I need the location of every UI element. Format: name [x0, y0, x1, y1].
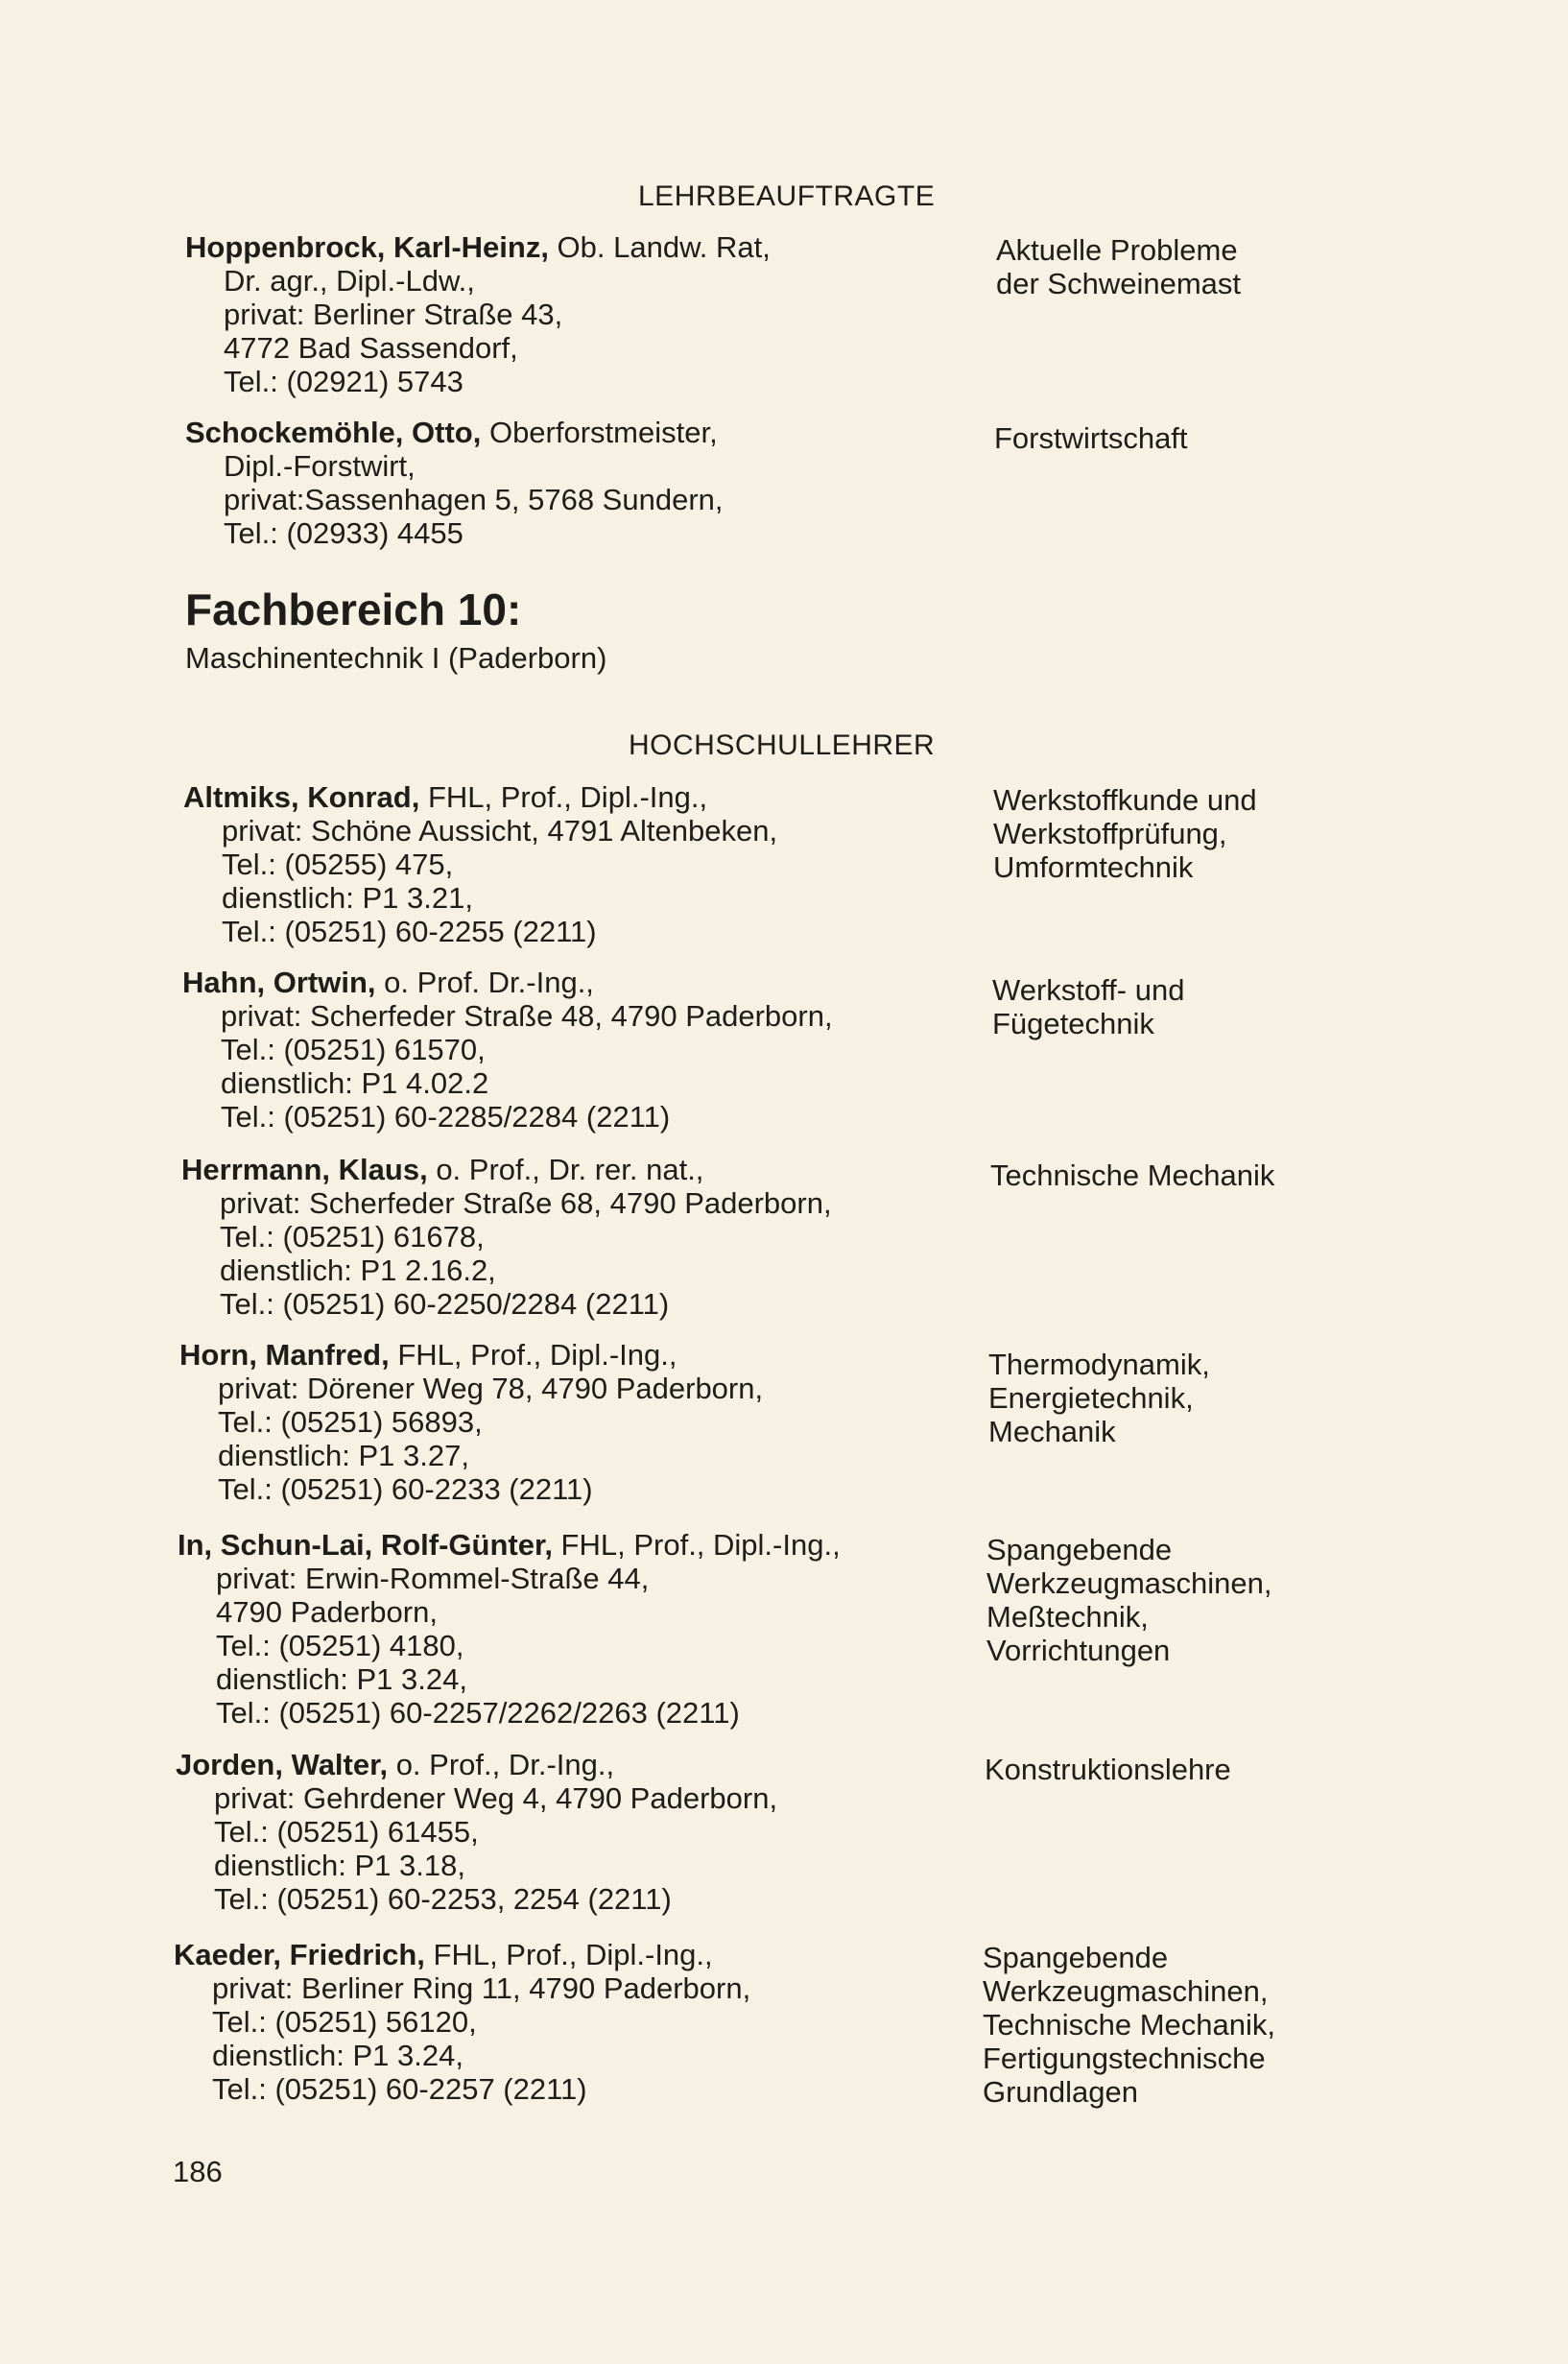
detail-line: dienstlich: P1 3.21,: [222, 881, 473, 915]
person-name: Jorden, Walter,: [176, 1748, 389, 1781]
detail-line: Tel.: (05251) 60-2250/2284 (2211): [220, 1287, 670, 1321]
detail-line: Tel.: (02921) 5743: [224, 365, 463, 398]
subject-line: Spangebende: [986, 1533, 1173, 1566]
subject-line: Technische Mechanik,: [983, 2008, 1275, 2042]
subject-line: Meßtechnik,: [986, 1600, 1149, 1634]
detail-line: Tel.: (05251) 61455,: [214, 1815, 479, 1849]
detail-line: privat: Berliner Ring 11, 4790 Paderborn,: [212, 1971, 751, 2005]
subject-line: Konstruktionslehre: [985, 1753, 1231, 1786]
detail-line: dienstlich: P1 3.27,: [218, 1439, 469, 1472]
section-heading-lehrbeauftragte: LEHRBEAUFTRAGTE: [638, 180, 936, 212]
section-heading-hochschullehrer: HOCHSCHULLEHRER: [629, 729, 936, 761]
detail-line: Tel.: (02933) 4455: [224, 516, 463, 550]
detail-line: privat: Berliner Straße 43,: [224, 298, 563, 331]
subject-area: [992, 973, 1184, 1040]
detail-line: dienstlich: P1 3.24,: [212, 2039, 463, 2072]
subject-line: Forstwirtschaft: [994, 421, 1188, 455]
detail-line: 4790 Paderborn,: [216, 1595, 438, 1629]
person-name: Horn, Manfred,: [179, 1338, 390, 1372]
subject-area: [994, 421, 1188, 455]
detail-line: dienstlich: P1 3.24,: [216, 1662, 467, 1696]
subject-area: [986, 1533, 1272, 1667]
fachbereich-subtitle: Maschinentechnik I (Paderborn): [185, 641, 607, 675]
subject-area: [985, 1753, 1231, 1786]
person-name: Hahn, Ortwin,: [182, 966, 376, 999]
detail-line: Tel.: (05255) 475,: [222, 848, 454, 881]
detail-line: Tel.: (05251) 60-2233 (2211): [218, 1472, 593, 1506]
person-title: o. Prof. Dr.-Ing.,: [375, 966, 594, 999]
person-name: In, Schun-Lai, Rolf-Günter,: [178, 1528, 553, 1562]
person-name: Kaeder, Friedrich,: [174, 1938, 425, 1971]
detail-line: Tel.: (05251) 60-2253, 2254 (2211): [214, 1882, 672, 1916]
detail-line: Tel.: (05251) 4180,: [216, 1629, 464, 1662]
person-title: FHL, Prof., Dipl.-Ing.,: [424, 1938, 713, 1971]
person-title: FHL, Prof., Dipl.-Ing.,: [552, 1528, 841, 1562]
person-title: o. Prof., Dr. rer. nat.,: [427, 1153, 704, 1186]
person-title: Ob. Landw. Rat,: [548, 230, 771, 264]
subject-line: Werkstoffprüfung,: [993, 817, 1227, 850]
subject-line: Grundlagen: [983, 2075, 1139, 2109]
detail-line: Tel.: (05251) 60-2285/2284 (2211): [221, 1100, 671, 1134]
subject-line: Werkzeugmaschinen,: [986, 1566, 1272, 1600]
detail-line: Tel.: (05251) 60-2257/2262/2263 (2211): [216, 1696, 740, 1730]
person-title: FHL, Prof., Dipl.-Ing.,: [389, 1338, 677, 1372]
detail-line: privat: Gehrdener Weg 4, 4790 Paderborn,: [214, 1781, 778, 1815]
person-name: Hoppenbrock, Karl-Heinz,: [185, 230, 549, 264]
subject-line: Werkstoff- und: [992, 973, 1185, 1007]
detail-line: 4772 Bad Sassendorf,: [224, 331, 518, 365]
subject-line: Vorrichtungen: [986, 1634, 1171, 1667]
subject-area: [996, 233, 1241, 300]
page-number: 186: [173, 2155, 223, 2188]
detail-line: dienstlich: P1 4.02.2: [221, 1066, 489, 1100]
person-title: Oberforstmeister,: [481, 416, 718, 449]
subject-line: der Schweinemast: [996, 267, 1242, 300]
detail-line: Tel.: (05251) 61678,: [220, 1220, 485, 1254]
subject-line: Fertigungstechnische: [983, 2042, 1266, 2075]
detail-line: Tel.: (05251) 61570,: [221, 1033, 486, 1066]
detail-line: privat: Schöne Aussicht, 4791 Altenbeken,: [222, 814, 778, 848]
subject-line: Spangebende: [983, 1941, 1169, 1974]
subject-line: Umformtechnik: [993, 850, 1194, 884]
person-name: Schockemöhle, Otto,: [185, 416, 482, 449]
person-title: FHL, Prof., Dipl.-Ing.,: [419, 780, 708, 814]
subject-line: Werkzeugmaschinen,: [983, 1974, 1269, 2008]
subject-line: Aktuelle Probleme: [996, 233, 1238, 267]
person-name: Altmiks, Konrad,: [183, 780, 420, 814]
detail-line: privat: Scherfeder Straße 48, 4790 Paderborn,: [221, 999, 833, 1033]
fachbereich-title: Fachbereich 10:: [185, 585, 522, 634]
subject-line: Thermodynamik,: [988, 1348, 1210, 1381]
detail-line: privat: Dörener Weg 78, 4790 Paderborn,: [218, 1372, 764, 1405]
subject-line: Energietechnik,: [988, 1381, 1194, 1415]
subject-line: Mechanik: [988, 1415, 1116, 1448]
subject-area: [990, 1158, 1274, 1192]
subject-line: Werkstoffkunde und: [993, 783, 1257, 817]
detail-line: dienstlich: P1 2.16.2,: [220, 1254, 496, 1287]
detail-line: privat:Sassenhagen 5, 5768 Sundern,: [224, 483, 724, 516]
detail-line: Tel.: (05251) 60-2255 (2211): [222, 915, 597, 948]
detail-line: Tel.: (05251) 56120,: [212, 2005, 477, 2039]
detail-line: Dr. agr., Dipl.-Ldw.,: [224, 264, 475, 298]
subject-area: [983, 1941, 1275, 2109]
detail-line: privat: Erwin-Rommel-Straße 44,: [216, 1562, 650, 1595]
subject-area: [988, 1348, 1210, 1448]
subject-area: [993, 783, 1257, 884]
subject-line: Fügetechnik: [992, 1007, 1154, 1040]
detail-line: privat: Scherfeder Straße 68, 4790 Paderborn,: [220, 1186, 832, 1220]
detail-line: Tel.: (05251) 60-2257 (2211): [212, 2072, 587, 2106]
subject-line: Technische Mechanik: [990, 1158, 1275, 1192]
person-title: o. Prof., Dr.-Ing.,: [388, 1748, 615, 1781]
detail-line: Tel.: (05251) 56893,: [218, 1405, 483, 1439]
detail-line: dienstlich: P1 3.18,: [214, 1849, 465, 1882]
person-name: Herrmann, Klaus,: [181, 1153, 428, 1186]
detail-line: Dipl.-Forstwirt,: [224, 449, 416, 483]
